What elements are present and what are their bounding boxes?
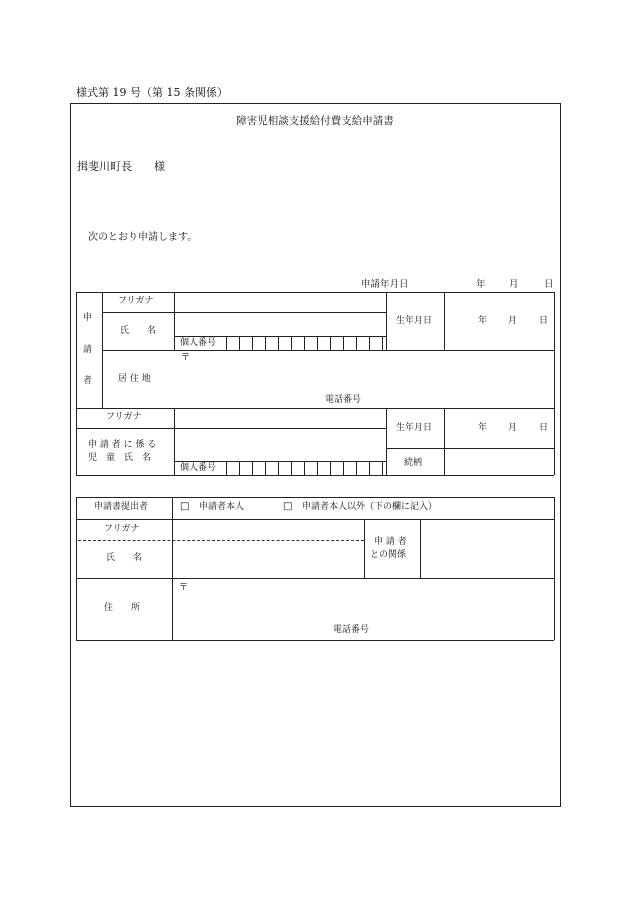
applicant-phone-label: 電話番号 xyxy=(325,395,362,405)
applicant-birthdate-label: 生年月日 xyxy=(396,316,433,326)
applicant-birth-day: 日 xyxy=(539,316,549,326)
submitter-name-label: 氏 名 xyxy=(106,553,143,563)
submitter-address-label: 住 所 xyxy=(104,603,141,613)
child-individual-number-label: 個人番号 xyxy=(180,463,217,473)
child-individual-number-boxes[interactable] xyxy=(226,462,395,475)
checkbox-self-icon[interactable]: □ xyxy=(180,501,190,512)
option-self-label: 申請者本人 xyxy=(199,502,245,512)
applicant-individual-number-boxes[interactable] xyxy=(226,337,395,350)
option-other-label: 申請者本人以外（下の欄に記入） xyxy=(302,502,438,512)
applicant-individual-number-label: 個人番号 xyxy=(180,338,217,348)
applicant-address-label: 居 住 地 xyxy=(118,374,151,384)
application-date-label: 申請年月日 xyxy=(361,279,409,290)
application-date-month: 月 xyxy=(509,279,519,290)
child-name-label-2: 児 童 氏 名 xyxy=(88,453,152,463)
child-birth-month: 月 xyxy=(508,423,518,433)
addressee: 揖斐川町長 様 xyxy=(77,160,165,173)
applicant-name-label: 氏 名 xyxy=(120,326,157,336)
applicant-birth-year: 年 xyxy=(478,316,488,326)
submitter-postal-mark: 〒 xyxy=(179,583,189,593)
applicant-side-char-1: 申 xyxy=(83,313,93,323)
child-birth-day: 日 xyxy=(539,423,549,433)
submitter-relation-label-2: との関係 xyxy=(370,550,407,560)
child-birthdate-label: 生年月日 xyxy=(396,423,433,433)
application-date-day: 日 xyxy=(544,279,554,290)
applicant-side-char-3: 者 xyxy=(83,376,93,386)
applicant-side-char-2: 請 xyxy=(83,345,93,355)
intro-text: 次のとおり申請します。 xyxy=(88,232,198,243)
form-title: 障害児相談支援給付費支給申請書 xyxy=(236,115,394,127)
submitter-relation-label-1: 申 請 者 xyxy=(374,537,407,547)
checkbox-other-icon[interactable]: □ xyxy=(283,501,293,512)
child-relationship-label: 続柄 xyxy=(404,458,423,468)
applicant-furigana-label: フリガナ xyxy=(118,296,154,306)
child-birth-year: 年 xyxy=(478,423,488,433)
submitter-label: 申請書提出者 xyxy=(94,502,149,512)
form-number: 様式第 19 号（第 15 条関係） xyxy=(76,86,228,99)
applicant-postal-mark: 〒 xyxy=(181,353,191,363)
child-name-label-1: 申 請 者 に 係 る xyxy=(88,440,157,450)
application-date-year: 年 xyxy=(476,279,486,290)
submitter-furigana-label: フリガナ xyxy=(104,524,140,534)
applicant-birth-month: 月 xyxy=(508,316,518,326)
submitter-phone-label: 電話番号 xyxy=(333,625,370,635)
child-furigana-label: フリガナ xyxy=(106,412,142,422)
